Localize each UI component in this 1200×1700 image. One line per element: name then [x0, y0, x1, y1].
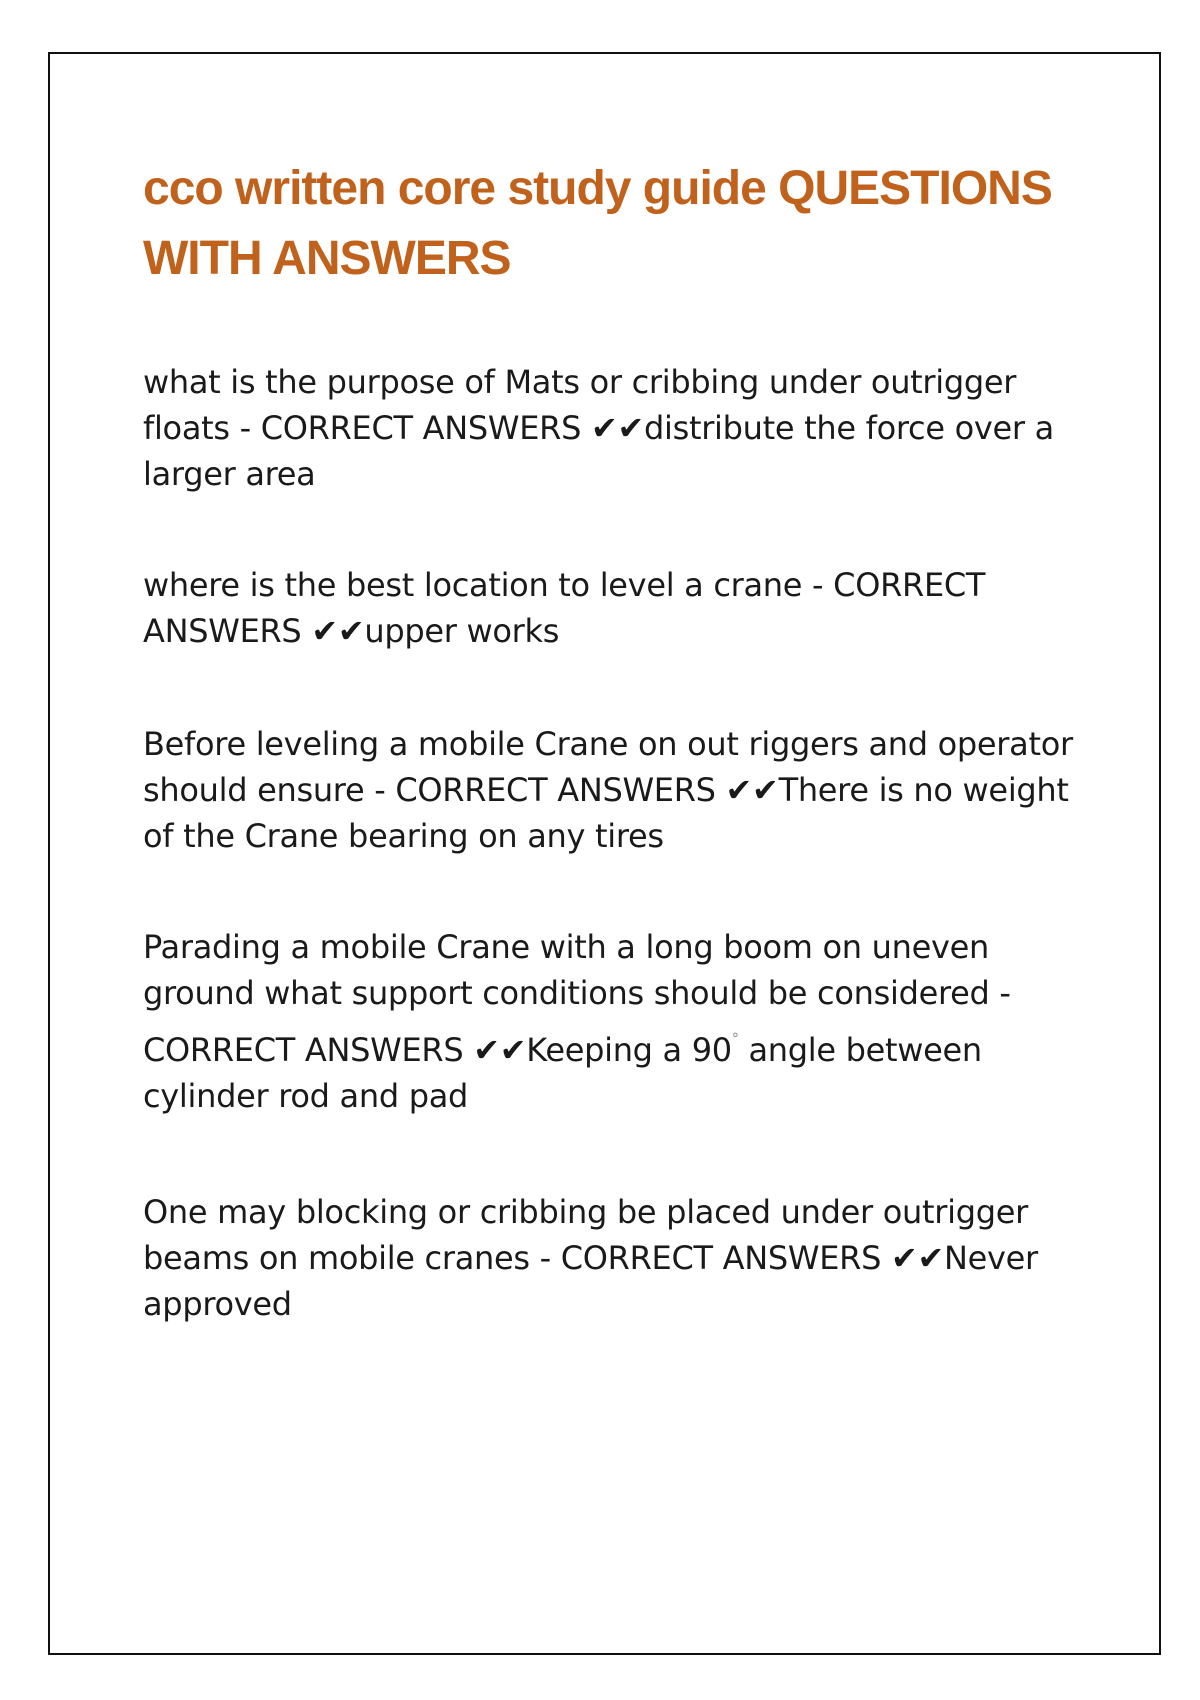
qa-item-4-text-before: Parading a mobile Crane with a long boom on uneven ground what support conditions should be considered - CORRECT ANSWERS ✔✔Keeping a 90	[143, 928, 1011, 1069]
qa-item-5: One may blocking or cribbing be placed under outrigger beams on mobile cranes - CORRECT ANSWERS ✔✔Never approved	[143, 1193, 1038, 1323]
qa-item-3: Before leveling a mobile Crane on out riggers and operator should ensure - CORRECT ANSWERS ✔✔There is no weight of the Crane bearing on any tires	[143, 725, 1073, 855]
qa-item-1: what is the purpose of Mats or cribbing under outrigger floats - CORRECT ANSWERS ✔✔distribute the force over a larger area	[143, 363, 1054, 493]
qa-item-4-text-after: angle between cylinder rod and pad	[143, 1031, 982, 1115]
qa-item-2: where is the best location to level a crane - CORRECT ANSWERS ✔✔upper works	[143, 566, 986, 650]
document-title: cco written core study guide QUESTIONS WITH ANSWERS	[143, 162, 1052, 285]
qa-item-4	[143, 924, 1103, 1119]
degree-mark: °	[731, 1031, 739, 1047]
document-page	[48, 52, 1161, 1655]
